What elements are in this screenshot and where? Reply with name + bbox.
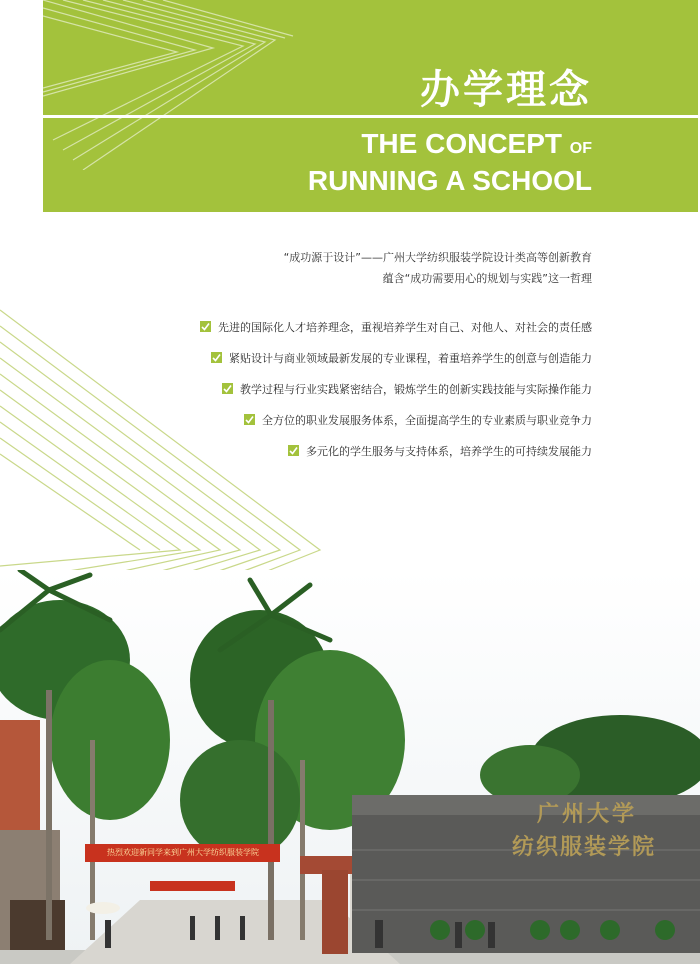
building-sign bbox=[512, 797, 656, 861]
header-block bbox=[43, 0, 698, 212]
english-title-of: OF bbox=[569, 140, 592, 157]
intro-line-2: 蕴含“成功需要用心的规划与实践”这一哲理 bbox=[382, 272, 592, 285]
list-item-text: 多元化的学生服务与支持体系，培养学生的可持续发展能力 bbox=[306, 444, 592, 458]
intro-line-1: “成功源于设计”——广州大学纺织服装学院设计类高等创新教育 bbox=[283, 251, 592, 264]
intro-text bbox=[284, 247, 592, 289]
page-title: 办学理念 bbox=[420, 67, 592, 113]
sign-line-1: 广州大学 bbox=[537, 801, 638, 827]
english-title-main: THE CONCEPT bbox=[361, 128, 562, 159]
list-item-text: 教学过程与行业实践紧密结合，锻炼学生的创新实践技能与实际操作能力 bbox=[240, 382, 592, 396]
list-item-text: 紧贴设计与商业领域最新发展的专业课程，着重培养学生的创意与创造能力 bbox=[229, 351, 592, 365]
english-title-line2: RUNNING A SCHOOL bbox=[307, 165, 592, 196]
header-divider bbox=[43, 115, 698, 118]
list-item-text: 先进的国际化人才培养理念，重视培养学生对自己、对他人、对社会的责任感 bbox=[218, 320, 592, 334]
sign-line-2: 纺织服装学院 bbox=[512, 834, 657, 860]
campus-photo bbox=[0, 570, 700, 964]
header-decorative-lines bbox=[43, 0, 303, 170]
english-title bbox=[308, 128, 592, 197]
welcome-banner: 热烈欢迎新同学来到广州大学纺织服装学院 bbox=[107, 848, 259, 857]
list-item-text: 全方位的职业发展服务体系，全面提高学生的专业素质与职业竞争力 bbox=[262, 413, 592, 427]
